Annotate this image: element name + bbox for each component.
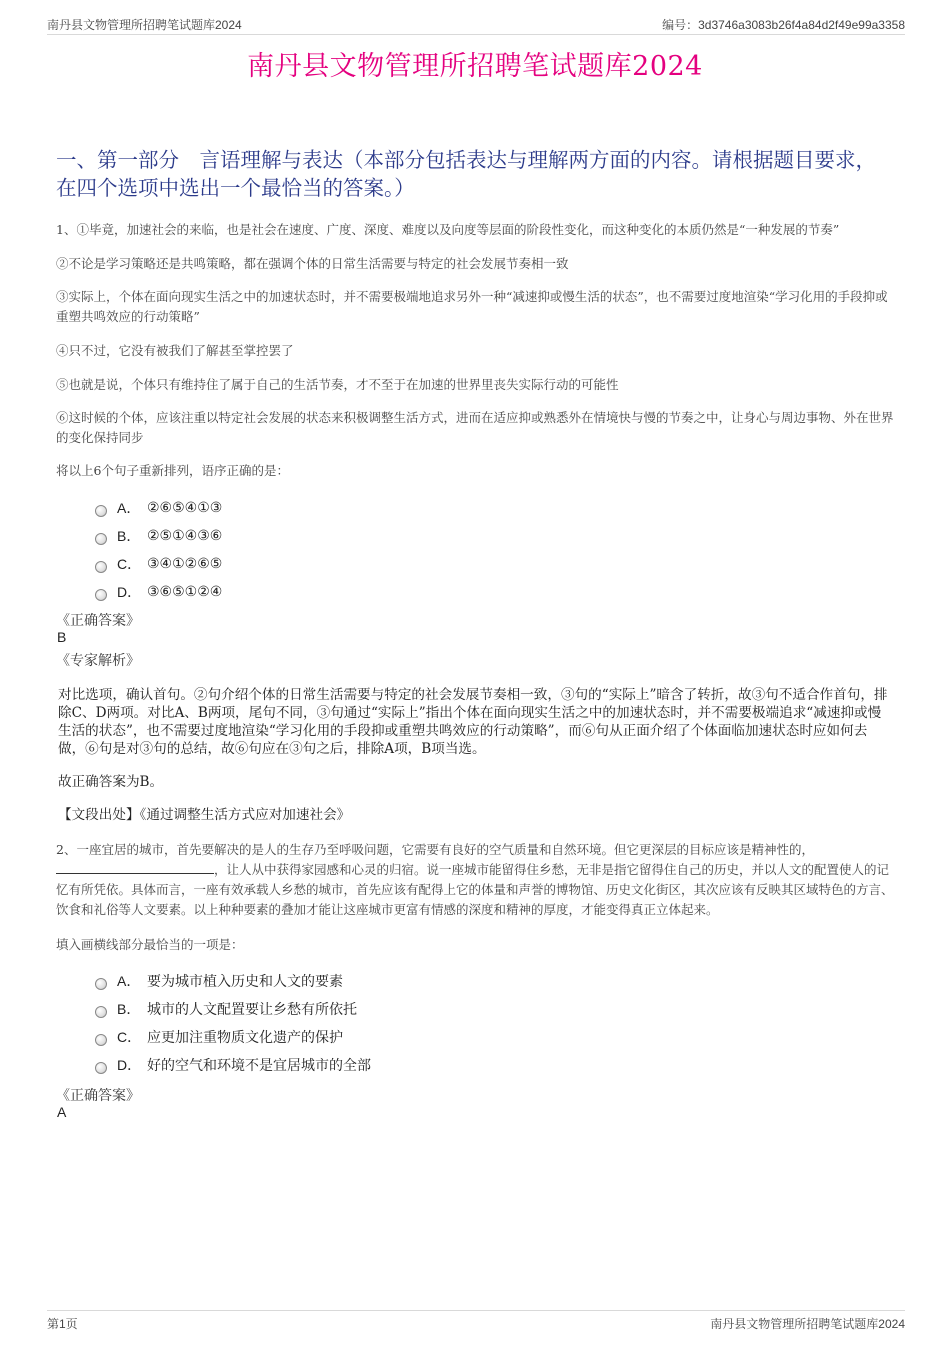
section-title: 一、第一部分 言语理解与表达（本部分包括表达与理解两方面的内容。请根据题目要求，在四个选项中选出一个最恰当的答案。） xyxy=(56,148,876,200)
page-footer xyxy=(47,1310,905,1331)
q1-analysis-label: 《专家解析》 xyxy=(56,653,140,669)
q1-answer: B xyxy=(57,629,67,645)
q1-prompt: 将以上6个句子重新排列，语序正确的是： xyxy=(56,463,289,478)
radio-icon[interactable] xyxy=(95,978,107,990)
page-number: 第1页 xyxy=(47,1317,78,1331)
radio-icon[interactable] xyxy=(95,1062,107,1074)
radio-icon[interactable] xyxy=(95,505,107,517)
q1-sentence-4: ④只不过，它没有被我们了解甚至掌控罢了 xyxy=(56,343,294,358)
q1-option-c[interactable]: C． ③④①②⑥⑤ xyxy=(95,550,222,578)
q2-option-b[interactable]: B． 城市的人文配置要让乡愁有所依托 xyxy=(95,995,371,1023)
q1-answer-label: 《正确答案》 xyxy=(56,613,140,629)
q2-answer-label: 《正确答案》 xyxy=(56,1088,140,1104)
q2-answer: A xyxy=(57,1104,67,1120)
q1-sentence-5: ⑤也就是说，个体只有维持住了属于自己的生活节奏，才不至于在加速的世界里丧失实际行动的可能性 xyxy=(56,377,619,392)
q1-analysis: 对比选项，确认首句。②句介绍个体的日常生活需要与特定的社会发展节奏相一致，③句的“实际上”暗含了转折，故③句不适合作首句，排除C、D两项。对比A、B两项，尾句不同，③句通过“实际上”指出个体在面向现实生活之中的加速状态时，并不需要极端追求“减速抑或慢生活的状态”，也不需要过度地渲染“学习化用的手段抑或重塑共鸣效应的行动策略”，而⑥句从正面介绍了个体面临加速状态时应如何去做，⑥句是对③句的总结，故⑥句应在③句之后，排除A项，B项当选。 xyxy=(58,687,888,757)
q1-option-a[interactable]: A． ②⑥⑤④①③ xyxy=(95,494,222,522)
q1-sentence-3: ③实际上，个体在面向现实生活之中的加速状态时，并不需要极端地追求另外一种“减速抑或慢生活的状态”，也不需要过度地渲染“学习化用的手段抑或重塑共鸣效应的行动策略” xyxy=(56,289,888,324)
document-title: 南丹县文物管理所招聘笔试题库2024 xyxy=(247,51,703,82)
q1-sentence-6: ⑥这时候的个体，应该注重以特定社会发展的状态来积极调整生活方式，进而在适应抑或熟悉外在情境快与慢的节奏之中，让身心与周边事物、外在世界的变化保持同步 xyxy=(56,410,894,445)
q1-options xyxy=(95,494,222,606)
q1-conclusion: 故正确答案为B。 xyxy=(58,774,164,790)
q2-option-a[interactable]: A． 要为城市植入历史和人文的要素 xyxy=(95,967,371,995)
radio-icon[interactable] xyxy=(95,589,107,601)
radio-icon[interactable] xyxy=(95,1006,107,1018)
header-doc-name: 南丹县文物管理所招聘笔试题库2024 xyxy=(47,18,242,32)
radio-icon[interactable] xyxy=(95,1034,107,1046)
q2-prompt: 填入画横线部分最恰当的一项是： xyxy=(56,937,244,952)
radio-icon[interactable] xyxy=(95,561,107,573)
footer-doc-name: 南丹县文物管理所招聘笔试题库2024 xyxy=(710,1317,905,1331)
q1-source: 【文段出处】《通过调整生活方式应对加速社会》 xyxy=(58,807,351,823)
q2-passage: 2、一座宜居的城市，首先要解决的是人的生存乃至呼吸问题，它需要有良好的空气质量和自然环境。但它更深层的目标应该是精神性的，，让人从中获得家园感和心灵的归宿。说一座城市能留得住乡愁，无非是指它留得住自己的历史，并以人文的配置使人的记忆有所凭依。具体而言，一座有效承载人乡愁的城市，首先应该有配得上它的体量和声誉的博物馆、历史文化街区，其次应该有反映其区域特色的方言、饮食和礼俗等人文要素。以上种种要素的叠加才能让这座城市更富有情感的深度和精神的厚度，才能变得真正立体起来。 xyxy=(56,842,894,917)
answer-blank xyxy=(56,861,214,874)
q1-sentence-1: 1、①毕竟，加速社会的来临，也是社会在速度、广度、深度、难度以及向度等层面的阶段性变化，而这种变化的本质仍然是“一种发展的节奏” xyxy=(56,222,840,237)
header-doc-number: 编号：3d3746a3083b26f4a84d2f49e99a3358 xyxy=(662,18,905,32)
page-header xyxy=(47,14,905,35)
q1-option-d[interactable]: D． ③⑥⑤①②④ xyxy=(95,578,222,606)
radio-icon[interactable] xyxy=(95,533,107,545)
q1-sentence-2: ②不论是学习策略还是共鸣策略，都在强调个体的日常生活需要与特定的社会发展节奏相一致 xyxy=(56,256,569,271)
q2-option-c[interactable]: C． 应更加注重物质文化遗产的保护 xyxy=(95,1023,371,1051)
q2-options xyxy=(95,967,371,1079)
q1-option-b[interactable]: B． ②⑤①④③⑥ xyxy=(95,522,222,550)
q2-option-d[interactable]: D． 好的空气和环境不是宜居城市的全部 xyxy=(95,1051,371,1079)
